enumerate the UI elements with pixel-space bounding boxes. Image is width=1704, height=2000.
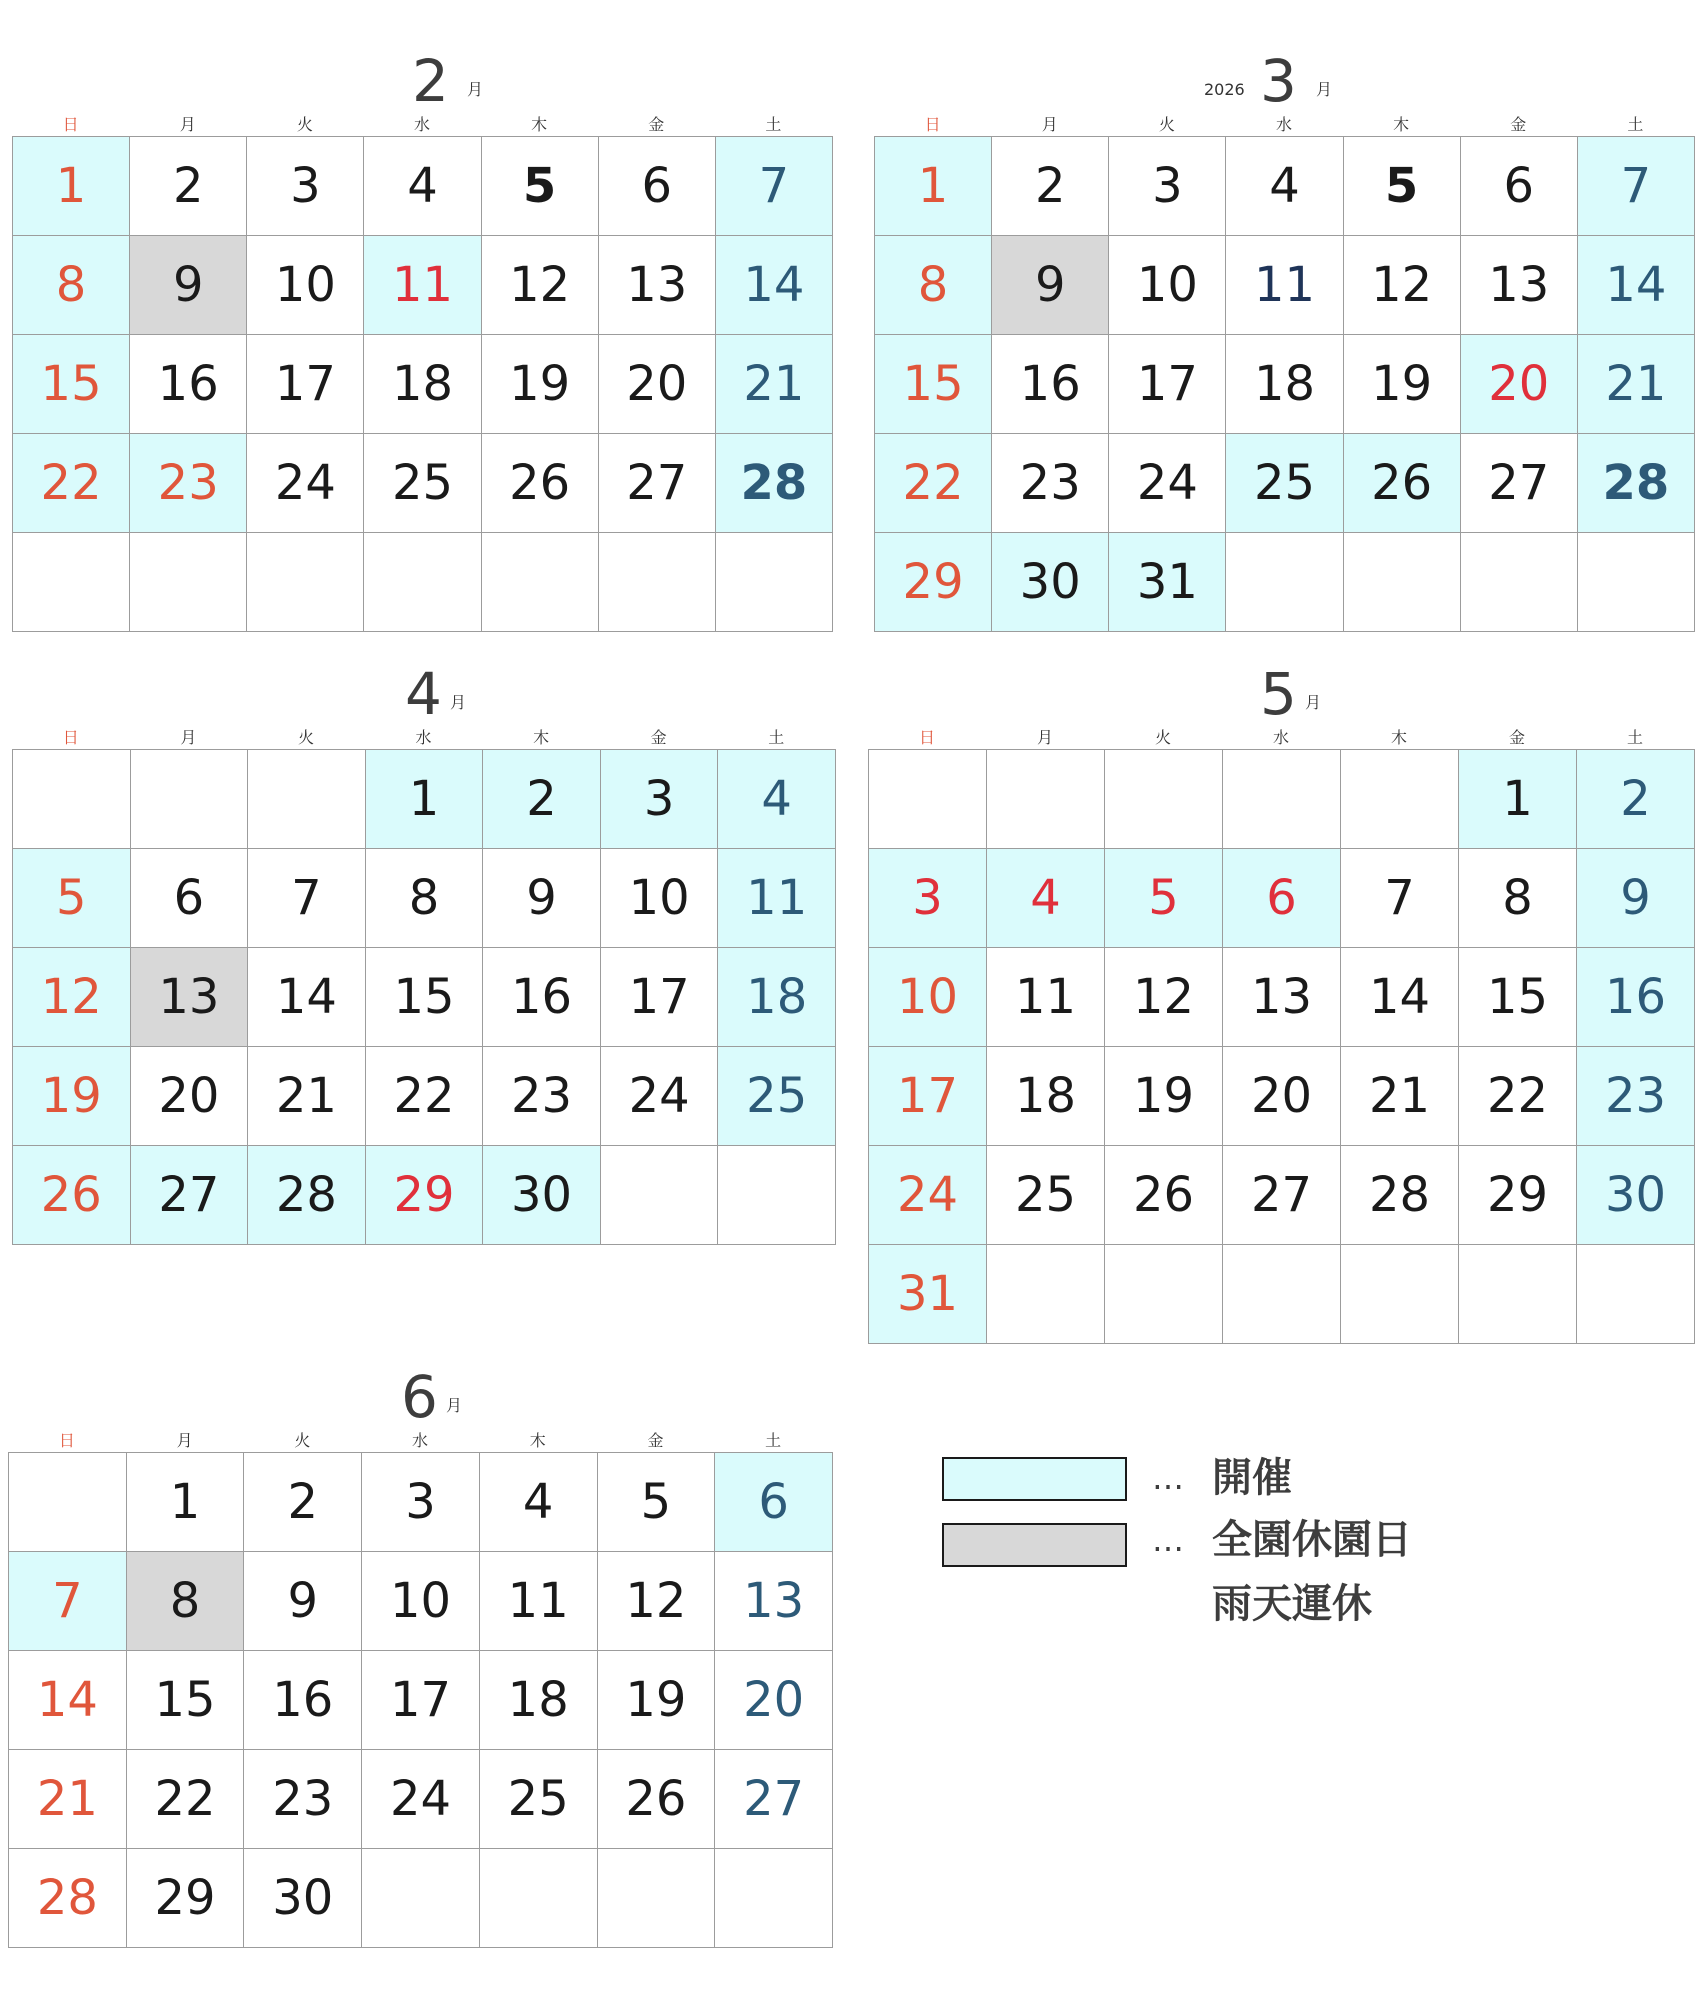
date-cell: 25 xyxy=(1226,434,1343,533)
year-label: 2026 xyxy=(1204,80,1245,99)
date-cell: 20 xyxy=(1461,335,1578,434)
date-cell: 4 xyxy=(480,1453,598,1552)
date-cell: 2 xyxy=(1577,750,1695,849)
calendar-february xyxy=(12,47,832,642)
empty-cell xyxy=(13,750,131,849)
date-cell: 23 xyxy=(483,1047,601,1146)
weekday-label: 金 xyxy=(648,115,665,134)
date-cell: 8 xyxy=(366,849,484,948)
date-grid xyxy=(868,749,1695,1344)
empty-cell xyxy=(715,1849,833,1948)
date-cell: 26 xyxy=(1105,1146,1223,1245)
date-grid xyxy=(12,749,836,1245)
weekday-header xyxy=(12,725,835,749)
calendar-may xyxy=(868,660,1694,1355)
weekday-label: 金 xyxy=(1508,728,1525,747)
date-cell: 31 xyxy=(869,1245,987,1344)
date-cell: 16 xyxy=(1577,948,1695,1047)
date-cell: 2 xyxy=(244,1453,362,1552)
date-cell: 1 xyxy=(1459,750,1577,849)
date-cell: 9 xyxy=(244,1552,362,1651)
date-cell: 23 xyxy=(244,1750,362,1849)
empty-cell xyxy=(601,1146,719,1245)
date-cell: 1 xyxy=(366,750,484,849)
date-cell: 12 xyxy=(13,948,131,1047)
weekday-label: 月 xyxy=(180,728,197,747)
weekday-label: 火 xyxy=(297,728,314,747)
date-cell: 10 xyxy=(601,849,719,948)
legend-label-open: 開催 xyxy=(1212,1455,1292,1501)
weekday-label: 木 xyxy=(531,115,548,134)
date-cell: 5 xyxy=(1105,849,1223,948)
date-cell: 13 xyxy=(131,948,249,1047)
empty-cell xyxy=(1105,1245,1223,1344)
date-cell: 7 xyxy=(9,1552,127,1651)
date-cell: 18 xyxy=(1226,335,1343,434)
month-number: 4 xyxy=(405,660,442,728)
date-cell: 15 xyxy=(875,335,992,434)
month-unit: 月 xyxy=(450,693,467,712)
empty-cell xyxy=(987,750,1105,849)
date-cell: 30 xyxy=(992,533,1109,632)
empty-cell xyxy=(1344,533,1461,632)
date-cell: 13 xyxy=(599,236,716,335)
date-cell: 14 xyxy=(716,236,833,335)
date-cell: 18 xyxy=(364,335,481,434)
empty-cell xyxy=(1459,1245,1577,1344)
date-cell: 14 xyxy=(9,1651,127,1750)
weekday-label: 木 xyxy=(533,728,550,747)
legend-label-closed: 全園休園日 xyxy=(1212,1517,1412,1563)
date-cell: 12 xyxy=(1344,236,1461,335)
date-cell: 3 xyxy=(869,849,987,948)
legend-dots-closed: … xyxy=(1152,1521,1186,1559)
date-cell: 6 xyxy=(1461,137,1578,236)
date-cell: 9 xyxy=(992,236,1109,335)
weekday-label: 日 xyxy=(58,1431,75,1450)
legend-label-rain: 雨天運休 xyxy=(1212,1581,1372,1627)
date-cell: 17 xyxy=(869,1047,987,1146)
weekday-label: 日 xyxy=(62,115,79,134)
month-unit: 月 xyxy=(446,1396,463,1415)
date-cell: 24 xyxy=(869,1146,987,1245)
weekday-label: 土 xyxy=(1627,115,1644,134)
date-cell: 20 xyxy=(715,1651,833,1750)
date-cell: 3 xyxy=(247,137,364,236)
empty-cell xyxy=(9,1453,127,1552)
date-cell: 8 xyxy=(127,1552,245,1651)
date-cell: 22 xyxy=(366,1047,484,1146)
weekday-label: 月 xyxy=(1041,115,1058,134)
date-cell: 4 xyxy=(364,137,481,236)
month-unit: 月 xyxy=(1316,80,1333,99)
date-cell: 27 xyxy=(131,1146,249,1245)
date-cell: 15 xyxy=(1459,948,1577,1047)
weekday-label: 日 xyxy=(62,728,79,747)
weekday-label: 水 xyxy=(415,728,432,747)
date-cell: 29 xyxy=(875,533,992,632)
weekday-header xyxy=(8,1428,832,1452)
weekday-label: 日 xyxy=(924,115,941,134)
empty-cell xyxy=(1226,533,1343,632)
date-cell: 19 xyxy=(482,335,599,434)
date-cell: 13 xyxy=(1461,236,1578,335)
date-cell: 20 xyxy=(599,335,716,434)
weekday-label: 月 xyxy=(179,115,196,134)
month-unit: 月 xyxy=(467,80,484,99)
date-cell: 30 xyxy=(483,1146,601,1245)
empty-cell xyxy=(131,750,249,849)
weekday-label: 木 xyxy=(1393,115,1410,134)
date-cell: 18 xyxy=(718,948,836,1047)
date-cell: 9 xyxy=(1577,849,1695,948)
date-cell: 30 xyxy=(244,1849,362,1948)
date-cell: 14 xyxy=(248,948,366,1047)
date-cell: 21 xyxy=(1341,1047,1459,1146)
date-cell: 3 xyxy=(601,750,719,849)
date-cell: 5 xyxy=(1344,137,1461,236)
weekday-label: 水 xyxy=(1272,728,1289,747)
date-cell: 24 xyxy=(1109,434,1226,533)
empty-cell xyxy=(599,533,716,632)
date-cell: 8 xyxy=(1459,849,1577,948)
date-cell: 6 xyxy=(131,849,249,948)
weekday-label: 水 xyxy=(1275,115,1292,134)
date-grid xyxy=(12,136,833,632)
date-cell: 17 xyxy=(247,335,364,434)
date-cell: 7 xyxy=(1341,849,1459,948)
date-cell: 9 xyxy=(483,849,601,948)
date-cell: 29 xyxy=(127,1849,245,1948)
date-cell: 1 xyxy=(127,1453,245,1552)
month-number: 3 xyxy=(1260,47,1297,115)
date-cell: 1 xyxy=(875,137,992,236)
date-cell: 28 xyxy=(1578,434,1695,533)
date-cell: 29 xyxy=(366,1146,484,1245)
date-cell: 21 xyxy=(9,1750,127,1849)
weekday-label: 日 xyxy=(918,728,935,747)
date-cell: 5 xyxy=(482,137,599,236)
date-cell: 2 xyxy=(992,137,1109,236)
date-cell: 11 xyxy=(1226,236,1343,335)
weekday-label: 水 xyxy=(412,1431,429,1450)
date-cell: 6 xyxy=(715,1453,833,1552)
weekday-label: 土 xyxy=(765,115,782,134)
date-cell: 2 xyxy=(483,750,601,849)
empty-cell xyxy=(716,533,833,632)
date-cell: 10 xyxy=(1109,236,1226,335)
weekday-label: 金 xyxy=(650,728,667,747)
empty-cell xyxy=(482,533,599,632)
calendar-march xyxy=(874,47,1694,642)
empty-cell xyxy=(1341,750,1459,849)
empty-cell xyxy=(869,750,987,849)
empty-cell xyxy=(1461,533,1578,632)
weekday-label: 月 xyxy=(176,1431,193,1450)
date-cell: 19 xyxy=(1344,335,1461,434)
date-cell: 11 xyxy=(480,1552,598,1651)
date-cell: 23 xyxy=(130,434,247,533)
date-cell: 3 xyxy=(1109,137,1226,236)
date-cell: 10 xyxy=(362,1552,480,1651)
empty-cell xyxy=(1105,750,1223,849)
date-cell: 26 xyxy=(482,434,599,533)
date-cell: 22 xyxy=(1459,1047,1577,1146)
date-cell: 19 xyxy=(1105,1047,1223,1146)
empty-cell xyxy=(480,1849,598,1948)
date-cell: 8 xyxy=(13,236,130,335)
date-cell: 4 xyxy=(1226,137,1343,236)
weekday-label: 火 xyxy=(294,1431,311,1450)
date-cell: 16 xyxy=(244,1651,362,1750)
date-cell: 23 xyxy=(992,434,1109,533)
date-cell: 20 xyxy=(1223,1047,1341,1146)
date-cell: 21 xyxy=(248,1047,366,1146)
weekday-header xyxy=(12,112,832,136)
date-grid xyxy=(874,136,1695,632)
empty-cell xyxy=(130,533,247,632)
date-cell: 16 xyxy=(483,948,601,1047)
date-cell: 15 xyxy=(127,1651,245,1750)
date-cell: 22 xyxy=(875,434,992,533)
date-cell: 24 xyxy=(601,1047,719,1146)
date-cell: 23 xyxy=(1577,1047,1695,1146)
month-number: 6 xyxy=(401,1363,438,1431)
date-cell: 12 xyxy=(598,1552,716,1651)
date-cell: 14 xyxy=(1341,948,1459,1047)
weekday-label: 木 xyxy=(1390,728,1407,747)
date-cell: 7 xyxy=(1578,137,1695,236)
date-cell: 3 xyxy=(362,1453,480,1552)
date-cell: 19 xyxy=(13,1047,131,1146)
month-number: 2 xyxy=(412,47,449,115)
date-cell: 25 xyxy=(718,1047,836,1146)
date-cell: 31 xyxy=(1109,533,1226,632)
date-cell: 11 xyxy=(718,849,836,948)
empty-cell xyxy=(247,533,364,632)
weekday-label: 火 xyxy=(1154,728,1171,747)
empty-cell xyxy=(718,1146,836,1245)
date-cell: 4 xyxy=(987,849,1105,948)
legend-swatch-open xyxy=(942,1457,1127,1501)
date-cell: 13 xyxy=(715,1552,833,1651)
date-cell: 1 xyxy=(13,137,130,236)
date-cell: 17 xyxy=(601,948,719,1047)
date-cell: 5 xyxy=(598,1453,716,1552)
weekday-label: 金 xyxy=(647,1431,664,1450)
date-cell: 16 xyxy=(130,335,247,434)
date-cell: 24 xyxy=(247,434,364,533)
date-cell: 26 xyxy=(598,1750,716,1849)
calendar-april xyxy=(12,660,835,1255)
empty-cell xyxy=(987,1245,1105,1344)
empty-cell xyxy=(1577,1245,1695,1344)
calendar-june xyxy=(8,1363,832,1958)
date-cell: 25 xyxy=(987,1146,1105,1245)
date-cell: 21 xyxy=(716,335,833,434)
date-cell: 28 xyxy=(716,434,833,533)
date-cell: 22 xyxy=(13,434,130,533)
date-cell: 10 xyxy=(869,948,987,1047)
date-cell: 16 xyxy=(992,335,1109,434)
date-cell: 11 xyxy=(364,236,481,335)
date-cell: 14 xyxy=(1578,236,1695,335)
month-number: 5 xyxy=(1260,660,1297,728)
legend-swatch-closed xyxy=(942,1523,1127,1567)
date-cell: 11 xyxy=(987,948,1105,1047)
date-cell: 30 xyxy=(1577,1146,1695,1245)
date-cell: 29 xyxy=(1459,1146,1577,1245)
empty-cell xyxy=(598,1849,716,1948)
weekday-header xyxy=(868,725,1694,749)
date-cell: 17 xyxy=(362,1651,480,1750)
date-cell: 20 xyxy=(131,1047,249,1146)
weekday-header xyxy=(874,112,1694,136)
date-cell: 4 xyxy=(718,750,836,849)
date-cell: 7 xyxy=(248,849,366,948)
date-cell: 12 xyxy=(1105,948,1223,1047)
date-cell: 5 xyxy=(13,849,131,948)
date-cell: 18 xyxy=(987,1047,1105,1146)
date-cell: 6 xyxy=(1223,849,1341,948)
date-cell: 28 xyxy=(1341,1146,1459,1245)
weekday-label: 土 xyxy=(768,728,785,747)
empty-cell xyxy=(1341,1245,1459,1344)
empty-cell xyxy=(1223,1245,1341,1344)
date-cell: 27 xyxy=(599,434,716,533)
weekday-label: 木 xyxy=(529,1431,546,1450)
date-cell: 26 xyxy=(13,1146,131,1245)
date-grid xyxy=(8,1452,833,1948)
empty-cell xyxy=(13,533,130,632)
date-cell: 15 xyxy=(366,948,484,1047)
empty-cell xyxy=(1223,750,1341,849)
date-cell: 17 xyxy=(1109,335,1226,434)
date-cell: 2 xyxy=(130,137,247,236)
date-cell: 15 xyxy=(13,335,130,434)
date-cell: 27 xyxy=(1461,434,1578,533)
weekday-label: 火 xyxy=(296,115,313,134)
date-cell: 8 xyxy=(875,236,992,335)
date-cell: 10 xyxy=(247,236,364,335)
empty-cell xyxy=(1578,533,1695,632)
date-cell: 18 xyxy=(480,1651,598,1750)
empty-cell xyxy=(364,533,481,632)
date-cell: 27 xyxy=(715,1750,833,1849)
date-cell: 9 xyxy=(130,236,247,335)
empty-cell xyxy=(248,750,366,849)
date-cell: 6 xyxy=(599,137,716,236)
weekday-label: 土 xyxy=(1626,728,1643,747)
month-unit: 月 xyxy=(1305,693,1322,712)
weekday-label: 月 xyxy=(1036,728,1053,747)
weekday-label: 水 xyxy=(413,115,430,134)
date-cell: 7 xyxy=(716,137,833,236)
date-cell: 12 xyxy=(482,236,599,335)
weekday-label: 金 xyxy=(1510,115,1527,134)
weekday-label: 土 xyxy=(765,1431,782,1450)
weekday-label: 火 xyxy=(1158,115,1175,134)
empty-cell xyxy=(362,1849,480,1948)
date-cell: 25 xyxy=(364,434,481,533)
date-cell: 24 xyxy=(362,1750,480,1849)
date-cell: 21 xyxy=(1578,335,1695,434)
date-cell: 25 xyxy=(480,1750,598,1849)
date-cell: 27 xyxy=(1223,1146,1341,1245)
date-cell: 13 xyxy=(1223,948,1341,1047)
date-cell: 22 xyxy=(127,1750,245,1849)
date-cell: 26 xyxy=(1344,434,1461,533)
date-cell: 28 xyxy=(9,1849,127,1948)
date-cell: 28 xyxy=(248,1146,366,1245)
date-cell: 19 xyxy=(598,1651,716,1750)
legend-dots-open: … xyxy=(1152,1459,1186,1497)
